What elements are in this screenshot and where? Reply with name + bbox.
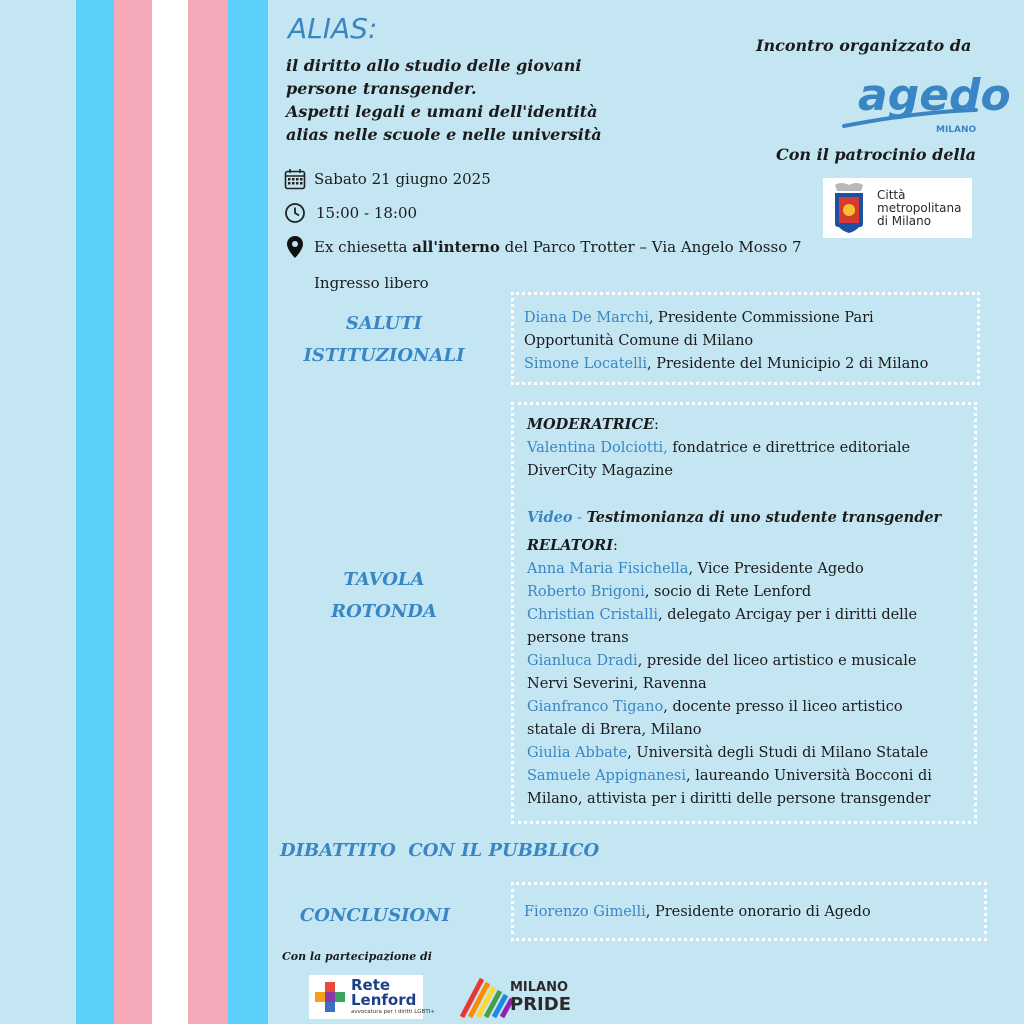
speaker-name: Gianfranco Tigano [527, 699, 664, 715]
agedo-logo-sub: MILANO [936, 125, 977, 135]
agedo-logo [836, 64, 1011, 136]
organizer-label: Incontro organizzato da [756, 36, 972, 55]
speaker-name: Diana De Marchi [524, 310, 649, 326]
event-time-row [284, 202, 417, 224]
subtitle-line: alias nelle scuole e nelle università [286, 125, 602, 144]
rete-lenford-text [351, 978, 435, 1016]
event-date: Sabato 21 giugno 2025 [314, 170, 491, 188]
conclusioni-box [511, 882, 987, 941]
speaker-role: Milano, attivista per i diritti delle persone transgender [527, 791, 931, 807]
speaker-name: Christian Cristalli [527, 607, 658, 623]
speaker-name: Valentina Dolciotti, [527, 440, 668, 456]
tavola-label-line: TAVOLA [343, 569, 425, 590]
speaker-role: , Vice Presidente Agedo [688, 561, 864, 577]
list-item [527, 627, 964, 650]
speaker-role: Opportunità Comune di Milano [524, 333, 754, 349]
speaker-name: Samuele Appignanesi [527, 768, 687, 784]
speaker-name: Roberto Brigoni [527, 584, 645, 600]
speaker-name: Simone Locatelli [524, 356, 648, 372]
list-item [527, 558, 964, 581]
dibattito-label: DIBATTITO CON IL PUBBLICO [280, 840, 600, 861]
subtitle-line: Aspetti legali e umani dell'identità [286, 102, 598, 121]
stripe-blue-left [0, 0, 76, 1024]
calendar-icon [284, 168, 306, 190]
rete-lenford-logo [309, 975, 435, 1019]
trans-flag-stripes [0, 0, 268, 1024]
saluti-label-line: SALUTI [345, 313, 423, 334]
map-pin-icon [284, 236, 306, 258]
saluti-entry [524, 330, 967, 353]
speaker-role: , Presidente del Municipio 2 di Milano [647, 356, 929, 372]
list-item [527, 788, 964, 811]
speaker-name: Gianluca Dradi [527, 653, 638, 669]
speaker-name: Fiorenzo Gimelli [524, 904, 646, 920]
video-entry [527, 506, 964, 530]
pride-logo-line: MILANO [510, 979, 569, 995]
saluti-box [511, 292, 980, 385]
speaker-role: statale di Brera, Milano [527, 722, 702, 738]
speaker-role: DiverCity Magazine [527, 463, 673, 479]
stripe-pink-2 [188, 0, 228, 1024]
moderatrice-label: MODERATRICE [527, 416, 655, 433]
rete-logo-sub: avvocatura per i diritti LGBTI+ [351, 1009, 435, 1015]
speaker-role: , docente presso il liceo artistico [663, 699, 903, 715]
event-time: 15:00 - 18:00 [316, 204, 418, 222]
citta-logo-text [877, 189, 961, 228]
stripe-blue [76, 0, 114, 1024]
moderatrice-entry [527, 437, 964, 460]
stripe-blue-2 [228, 0, 268, 1024]
citta-metropolitana-logo [823, 178, 972, 238]
video-text: Testimonianza di uno studente transgender [586, 509, 942, 526]
speaker-role: fondatrice e direttrice editoriale [667, 440, 911, 456]
list-item [527, 673, 964, 696]
speaker-name: Anna Maria Fisichella [527, 561, 689, 577]
speaker-role: , laureando Università Bocconi di [686, 768, 932, 784]
stripe-pink [114, 0, 152, 1024]
list-item [527, 765, 964, 788]
tavola-box [511, 402, 977, 824]
location-text-2: del Parco Trotter – Via Angelo Mosso 7 [499, 238, 802, 256]
rete-logo-line: Lenford [351, 991, 417, 1009]
tavola-label-line: ROTONDA [331, 601, 437, 622]
tavola-label [296, 564, 472, 628]
speaker-role: , preside del liceo artistico e musicale [637, 653, 917, 669]
entry-info: Ingresso libero [314, 274, 429, 292]
citta-logo-line: metropolitana [877, 200, 962, 215]
relatori-heading: RELATORI: [527, 537, 618, 554]
event-location-row [284, 236, 802, 258]
milano-pride-text [510, 980, 571, 1015]
list-item [527, 650, 964, 673]
page-subtitle [286, 54, 616, 146]
stripe-white [152, 0, 188, 1024]
saluti-label [296, 308, 472, 372]
rete-logo-line: Rete [351, 976, 391, 994]
citta-logo-line: di Milano [877, 213, 932, 228]
speaker-role: , Presidente onorario di Agedo [645, 904, 871, 920]
conclusioni-entry [524, 901, 974, 924]
citta-logo-line: Città [877, 187, 906, 202]
subtitle-line: persone transgender. [286, 79, 477, 98]
milano-pride-logo [460, 974, 572, 1020]
rainbow-icon [460, 975, 516, 1019]
coat-of-arms-icon [829, 181, 869, 235]
location-bold: all'interno [412, 238, 500, 256]
speaker-role: , Presidente Commissione Pari [648, 310, 874, 326]
relatori-label: RELATORI [527, 537, 614, 554]
speaker-role: , socio di Rete Lenford [644, 584, 812, 600]
video-label: Video [527, 509, 573, 526]
saluti-entry [524, 307, 967, 330]
list-item [527, 581, 964, 604]
pride-logo-line: PRIDE [510, 993, 571, 1015]
saluti-entry [524, 353, 967, 376]
list-item [527, 696, 964, 719]
speaker-role: Nervi Severini, Ravenna [527, 676, 707, 692]
partecipazione-label: Con la partecipazione di [282, 950, 432, 963]
patronage-label: Con il patrocinio della [776, 145, 977, 164]
page-title: ALIAS: [288, 12, 378, 45]
conclusioni-label: CONCLUSIONI [299, 905, 451, 926]
moderatrice-heading: MODERATRICE: [527, 416, 659, 433]
speaker-name: Giulia Abbate [527, 745, 628, 761]
list-item [527, 719, 964, 742]
speaker-role: , delegato Arcigay per i diritti delle [658, 607, 918, 623]
event-date-row [284, 168, 491, 190]
speaker-role: persone trans [527, 630, 629, 646]
clock-icon [284, 202, 306, 224]
video-sep: - [572, 510, 587, 526]
agedo-logo-text: agedo [858, 70, 1011, 121]
subtitle-line: il diritto allo studio delle giovani [286, 56, 582, 75]
location-text: Ex chiesetta [314, 238, 413, 256]
saluti-label-line: ISTITUZIONALI [303, 345, 465, 366]
list-item [527, 604, 964, 627]
list-item [527, 742, 964, 765]
rete-lenford-mark-icon [313, 980, 347, 1014]
event-location [314, 238, 802, 256]
speaker-role: , Università degli Studi di Milano Statale [627, 745, 929, 761]
